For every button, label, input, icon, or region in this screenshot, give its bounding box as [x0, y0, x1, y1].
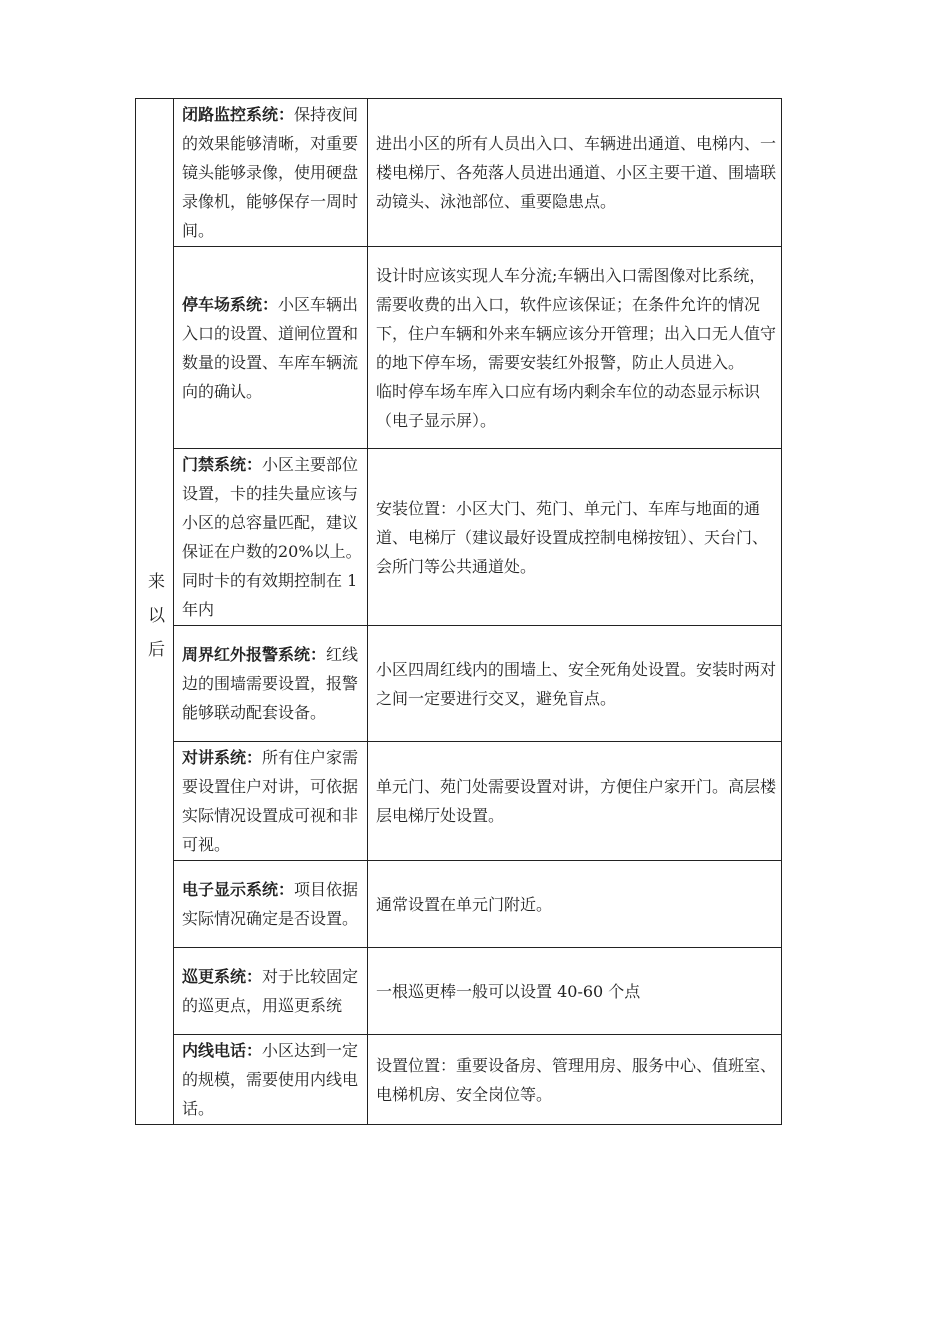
system-description: 对于比较固定的巡更点，用巡更系统: [182, 967, 359, 1015]
detail-cell: [368, 1035, 782, 1125]
system-description: 红线边的围墙需要设置，报警能够联动配套设备。: [182, 645, 359, 722]
system-cell: [174, 626, 368, 742]
detail-text: 临时停车场车库入口应有场内剩余车位的动态显示标识（电子显示屏）。: [376, 381, 761, 430]
side-label: 来以后: [148, 571, 165, 660]
system-cell: [174, 948, 368, 1035]
detail-text: 单元门、苑门处需要设置对讲，方便住户家开门。高层楼层电梯厅处设置。: [376, 777, 777, 825]
table-row: [136, 861, 782, 948]
system-description: 小区主要部位设置，卡的挂失量应该与小区的总容量匹配，建议保证在户数的20%以上。同时卡的有效期控制在 1 年内: [182, 455, 362, 619]
system-description: 小区车辆出入口的设置、道闸位置和数量的设置、车库车辆流向的确认。: [182, 294, 359, 401]
detail-text: 安装位置：小区大门、苑门、单元门、车库与地面的通道、电梯厅（建议最好设置成控制电梯按钮）、天台门、会所门等公共通道处。: [376, 498, 769, 576]
system-cell: [174, 861, 368, 948]
system-title: 门禁系统：: [182, 455, 263, 474]
detail-cell: [368, 99, 782, 247]
system-title: 周界红外报警系统：: [182, 645, 327, 664]
system-title: 闭路监控系统：: [182, 105, 295, 124]
detail-text: 进出小区的所有人员出入口、车辆进出通道、电梯内、一楼电梯厅、各苑落人员进出通道、小区主要干道、围墙联动镜头、泳池部位、重要隐患点。: [376, 134, 777, 211]
detail-cell: [368, 742, 782, 861]
side-label-cell: [136, 99, 174, 1125]
detail-text: 小区四周红线内的围墙上、安全死角处设置。安装时两对之间一定要进行交叉，避免盲点。: [376, 659, 777, 708]
system-description: 保持夜间的效果能够清晰，对重要镜头能够录像，使用硬盘录像机，能够保存一周时间。: [182, 105, 359, 240]
system-cell: [174, 1035, 368, 1125]
system-description: 小区达到一定的规模，需要使用内线电话。: [182, 1041, 359, 1118]
detail-cell: [368, 948, 782, 1035]
detail-text: 设计时应该实现人车分流;车辆出入口需图像对比系统，需要收费的出入口，软件应该保证；在条件允许的情况下，住户车辆和外来车辆应该分开管理；出入口无人值守的地下停车场，需要安装红外报警，防止人员进入。: [376, 265, 777, 372]
table-row: [136, 742, 782, 861]
system-title: 巡更系统：: [182, 967, 263, 986]
system-title: 电子显示系统：: [182, 880, 295, 899]
system-cell: [174, 99, 368, 247]
table-row: [136, 948, 782, 1035]
table-row: [136, 247, 782, 449]
detail-text: 一根巡更棒一般可以设置 40-60 个点: [376, 981, 641, 1001]
table-row: [136, 1035, 782, 1125]
table-row: [136, 99, 782, 247]
detail-cell: [368, 247, 782, 449]
system-cell: [174, 247, 368, 449]
detail-text: 设置位置：重要设备房、管理用房、服务中心、值班室、电梯机房、安全岗位等。: [376, 1055, 777, 1104]
system-title: 内线电话：: [182, 1041, 263, 1060]
system-description: 项目依据实际情况确定是否设置。: [182, 880, 359, 928]
system-title: 停车场系统：: [182, 294, 279, 314]
system-description: 所有住户家需要设置住户对讲，可依据实际情况设置成可视和非可视。: [182, 748, 359, 854]
table-row: [136, 626, 782, 742]
detail-cell: [368, 861, 782, 948]
systems-table: [135, 98, 782, 1125]
system-cell: [174, 742, 368, 861]
system-title: 对讲系统：: [182, 748, 263, 767]
table-row: [136, 449, 782, 626]
system-cell: [174, 449, 368, 626]
detail-cell: [368, 449, 782, 626]
detail-cell: [368, 626, 782, 742]
detail-text: 通常设置在单元门附近。: [376, 894, 553, 914]
